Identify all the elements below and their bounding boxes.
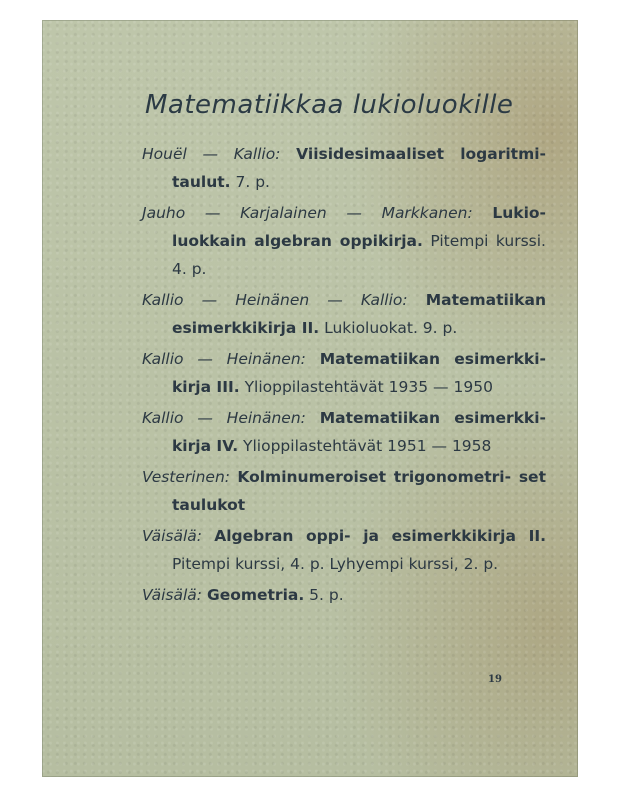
entry-book-title: Viisidesimaaliset logaritmi- taulut. [172, 145, 546, 191]
entry-book-title: Matematiikan esimerkki- kirja IV. [172, 409, 546, 455]
entry-book-title: Matematiikan esimerkkikirja II. [172, 291, 546, 337]
book-list [142, 140, 546, 612]
book-entry [142, 286, 546, 342]
entry-author: Vesterinen: [142, 468, 231, 486]
book-page [42, 20, 578, 777]
entry-author: Kallio — Heinänen — Kallio: [142, 291, 408, 309]
entry-note: Ylioppilastehtävät 1935 — 1950 [244, 378, 493, 396]
entry-author: Kallio — Heinänen: [142, 350, 306, 368]
entry-note: 7. p. [235, 173, 270, 191]
book-entry [142, 522, 546, 578]
book-entry [142, 463, 546, 519]
entry-book-title: Matematiikan esimerkki- kirja III. [172, 350, 546, 396]
entry-note: 5. p. [309, 586, 344, 604]
book-entry [142, 199, 546, 283]
entry-note: Pitempi kurssi, 4. p. Lyhyempi kurssi, 2. p. [172, 555, 499, 573]
book-entry [142, 345, 546, 401]
page-title: Matematiikkaa lukioluokille [145, 90, 514, 120]
entry-author: Kallio — Heinänen: [142, 409, 306, 427]
book-entry [142, 404, 546, 460]
book-entry [142, 140, 546, 196]
entry-author: Väisälä: [142, 586, 203, 604]
entry-book-title: Geometria. [206, 586, 305, 604]
entry-note: Pitempi kurssi. 4. p. [172, 232, 546, 278]
entry-author: Houël — Kallio: [142, 145, 281, 163]
entry-author: Jauho — Karjalainen — Markkanen: [142, 204, 473, 222]
entry-author: Väisälä: [142, 527, 203, 545]
entry-book-title: Algebran oppi- ja esimerkkikirja II. [214, 527, 546, 545]
entry-book-title: Lukio- luokkain algebran oppikirja. [172, 204, 546, 250]
entry-book-title: Kolminumeroiset trigonometri- set taulukot [172, 468, 546, 514]
entry-note: Ylioppilastehtävät 1951 — 1958 [243, 437, 492, 455]
entry-note: Lukioluokat. 9. p. [324, 319, 458, 337]
page-number: 19 [488, 674, 502, 685]
book-entry [142, 581, 546, 609]
